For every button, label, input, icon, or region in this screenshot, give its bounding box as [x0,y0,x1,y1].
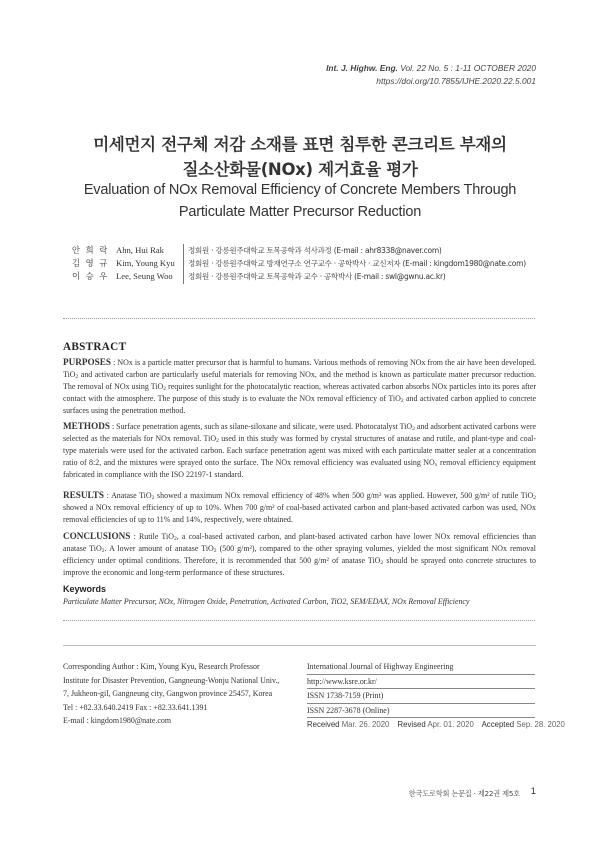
author-affiliation: 정회원 · 강릉원주대학교 토목공학과 교수 · 공학박사 (E-mail : swl@gwnu.ac.kr) [183,270,445,283]
page-number: 1 [530,786,536,797]
corr-line: Tel : +82.33.640.2419 Fax : +82.33.641.1391 [63,702,208,712]
methods-label: METHODS [63,421,110,431]
abstract-heading: ABSTRACT [63,341,127,353]
author-name-en: Kim, Young Kyu [116,258,175,269]
dotted-divider-bottom [63,620,535,621]
korean-title-line-1: 미세먼지 전구체 저감 소재를 표면 침투한 콘크리트 부재의 [93,135,507,154]
english-title-line-2: Particulate Matter Precursor Reduction [178,204,422,220]
issue-info: Vol. 22 No. 5 : 1-11 OCTOBER 2020 [400,63,536,73]
journal-header [326,62,536,87]
received-date: Mar. 26. 2020 [341,720,390,729]
issn-print: ISSN 1738-7159 (Print) [307,689,535,704]
abstract-purposes: PURPOSES : NOx is a particle matter precursor that is harmful to humans. Various methods of removing NOx from the air have been developed. TiO$_2$ and activated carbon are particularly useful materials for removing NOx, and the method is known as particulate matter precursor reduction. The removal of NOx using TiO$_2$ requires sunlight for the photocatalytic reaction, whereas activated carbon absorbs NOx particles into its pores after contact with the atmosphere. The purpose of this study is to evaluate the NOx removal efficiency of TiO$_2$ and activated carbon applied to concrete surfaces using the penetration method. [63,357,536,416]
accepted-label: Accepted [481,720,515,729]
author-name-ko: 이 승 우 [72,271,109,282]
dotted-divider-top [63,318,535,319]
author-list [72,244,526,284]
corresponding-author-block [63,660,279,728]
keywords-list: Particulate Matter Precursor, NOx, Nitrogen Oxide, Penetration, Activated Carbon, TiO2, SEM/EDAX, NOx Removal Efficiency [63,597,470,606]
issn-online: ISSN 2287-3678 (Online) [307,704,535,719]
journal-name: International Journal of Highway Engineering [307,660,535,675]
abstract-results: RESULTS : Anatase TiO$_2$ showed a maximum NOx removal efficiency of 48% when 500 g/m² was applied. However, 500 g/m² of rutile TiO$_2$ showed a NOx removal efficiency of up to 10%. When 700 g/m² of coal-based activated carbon and plant-based activated carbon was used, NOx removal efficiencies of up to 11% and 14%, respectively, were obtained. [63,490,536,525]
footer-divider [63,645,536,646]
doi-link[interactable]: https://doi.org/10.7855/IJHE.2020.22.5.001 [376,75,536,86]
author-affiliation: 정회원 · 강릉원주대학교 방재연구소 연구교수 · 공학박사 · 교신저자 (E-mail : kingdom1980@nate.com) [183,257,526,270]
journal-url[interactable]: http://www.ksre.or.kr/ [307,675,535,690]
received-label: Received [307,720,340,729]
author-row [72,270,526,283]
corr-line: Institute for Disaster Prevention, Gangneung-Wonju National Univ., [63,675,280,685]
author-row [72,244,526,257]
article-dates [307,718,565,732]
author-name-en: Lee, Seung Woo [116,271,173,282]
purposes-label: PURPOSES [63,357,111,367]
accepted-date: Sep. 28. 2020 [516,720,565,729]
keywords-heading: Keywords [63,584,107,594]
author-name-en: Ahn, Hui Rak [116,245,164,255]
corr-line: Corresponding Author : Kim, Young Kyu, Research Professor [63,662,260,671]
author-row [72,257,526,270]
author-name-ko: 안 희 락 [72,245,109,255]
author-affiliation: 정회원 · 강릉원주대학교 토목공학과 석사과정 (E-mail : ahr8338@naver.com) [183,244,442,257]
results-label: RESULTS [63,490,105,500]
journal-abbreviation: Int. J. Highw. Eng. [326,63,398,73]
revised-date: Apr. 01. 2020 [427,720,474,729]
corr-email[interactable]: E-mail : kingdom1980@nate.com [63,716,172,725]
author-name-ko: 김 영 규 [72,258,109,269]
conclusions-label: CONCLUSIONS [63,531,131,541]
abstract-conclusions: CONCLUSIONS : Rutile TiO$_2$, a coal-based activated carbon, and plant-based activated carbon have lower NOx removal efficiencies than anatase TiO$_2$. A lower amount of anatase TiO$_2$ (500 g/m²), compared to the other spraying volumes, yielded the most significant NOx removal efficiency under optimal conditions. Therefore, it is recommended that 500 g/m² of anatase TiO$_2$ should be sprayed onto concrete structures to improve the economic and long-term performance of these structures. [63,531,536,578]
journal-info-block [307,660,565,732]
footer-journal-text: 한국도로학회 논문집 · 제22권 제5호 [408,789,520,798]
revised-label: Revised [397,720,426,729]
english-title-line-1: Evaluation of NOx Removal Efficiency of Concrete Members Through [83,182,517,198]
corr-line: 7, Jukheon-gil, Gangneung city, Gangwon province 25457, Korea [63,689,273,698]
abstract-methods: METHODS : Surface penetration agents, such as silane-siloxane and silicate, were used. Photocatalyst TiO$_2$ and adsorbent activated carbons were selected as the materials for NOx removal. TiO$_2$ used in this study was formed by crystal structures of anatase and rutile, and plant-type and coal-type materials were used for the activated carbon. Each surface penetration agent was mixed with each particulate matter sealer at a concentration ratio of 8:2, and the mixtures were sprayed onto the surface. The NOx removal efficiency was evaluated using $NO_x$ removal efficiency equipment fabricated in compliance with the ISO 22197-1 standard. [63,421,536,480]
korean-title-line-2: 질소산화물(NOx) 제거효율 평가 [182,160,418,179]
